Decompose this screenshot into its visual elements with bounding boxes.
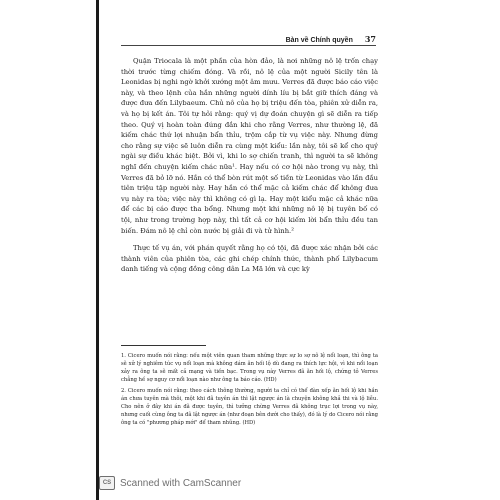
camscanner-logo-icon: CS <box>99 476 115 490</box>
page-number: 37 <box>364 34 376 44</box>
watermark-text: Scanned with CamScanner <box>120 477 242 489</box>
body-text <box>121 56 378 275</box>
footnote: 2. Cicero muốn nói rằng: theo cách thông thường, người ta chỉ có thể đàn xếp ăn hối lộ khi hắn án chưa tuyên mà thôi, một khi đã tuyên án thì lật ngược án là chuyện không khả thi và lộ liễu. Cho nên ở đây khi án đã được tuyên, thì tưởng chừng Verres đã không trục lợi trong vụ này, nhưng cuối cùng ông ta đã lật ngược án (như đoạn bên dưới cho thấy), đó là lý do Cicero nói rằng ông ta có "phương pháp mới" để tham nhũng. (HD) <box>121 388 378 426</box>
running-header-title: Bàn về Chính quyền <box>285 37 353 44</box>
footnotes <box>121 352 378 430</box>
footnote: 1. Cicero muốn nói rằng: nếu một viên quan tham những thực sự lo sợ nô lệ nổi loạn, thì ông ta sẽ xử lý nghiêm túc vụ nổi loạn mà không dám ăn hối lộ dù đang ra thích lực hội, vì khi nổi loạn xảy ra ông ta sẽ mất cả mạng và tiền bạc. Trong vụ này Verres đã ăn hối lộ, chứng tỏ Verres chẳng hề sợ nguy cơ nổi loạn nào như ông ta báo cáo. (HD) <box>121 353 378 383</box>
running-header <box>99 34 376 44</box>
paragraph: Thực tế vụ án, với phán quyết rằng họ có tội, đã được xác nhận bởi các thành viên của phiên tòa, các ghi chép chính thức, thành phố Lilybacum danh tiếng và cộng đồng công dân La Mã lớn và cực kỳ <box>121 244 378 274</box>
header-rule <box>121 45 376 46</box>
camscanner-watermark <box>99 476 241 490</box>
book-page <box>99 0 399 500</box>
footnote-rule <box>121 345 206 346</box>
paragraph: Quận Triocala là một phần của hòn đảo, là nơi những nô lệ trốn chạy thời trước từng chiếm đóng. Và rồi, nô lệ của một người Sicily tên là Leonidas bị nghi ngờ khởi xướng một âm mưu. Verres đã được báo cáo việc này, và theo lệnh của hắn những người dính líu bị bắt giữ thích đáng và được đưa đến Lilybaeum. Chủ nô của họ bị triệu đến tòa, phiên xử diễn ra, và họ bị kết án. Tôi tự hỏi rằng: quý vị dự đoán chuyện gì sẽ diễn ra tiếp theo. Quý vị hoàn toàn đúng đắn khi cho rằng Verres, như thường lệ, đã kiếm chác thứ lợi nhuận bẩn thỉu, trộm cắp từ vụ việc này. Nhưng đừng cho rằng sự việc sẽ luôn diễn ra cùng một kiểu: lần này, tôi sẽ kể cho quý ngài sự điều khác biệt. Bởi vì, khi lo sợ chiến tranh, thì người ta sẽ không nghĩ đến chuyện kiếm chác nữa¹. Hay nếu có cơ hội nào trong vụ này, thì Verres đã bỏ lỡ nó. Hắn có thể bòn rút một số tiền từ Leonidas vào lần đầu tiên triệu tập người này. Hay hắn có thể mặc cả kiếm chác để không đưa vụ này ra tòa; việc này thì không có gì lạ. Hay một kiểu mặc cả khác nữa để các bị cáo được tha bổng. Nhưng một khi những nô lệ bị tuyên bố có tội, như trong trường hợp này, thì tất cả cơ hội kiếm lời bẩn thỉu đều tan biến. Đám nô lệ chỉ còn nước bị giải đi và tử hình.² <box>121 57 378 235</box>
